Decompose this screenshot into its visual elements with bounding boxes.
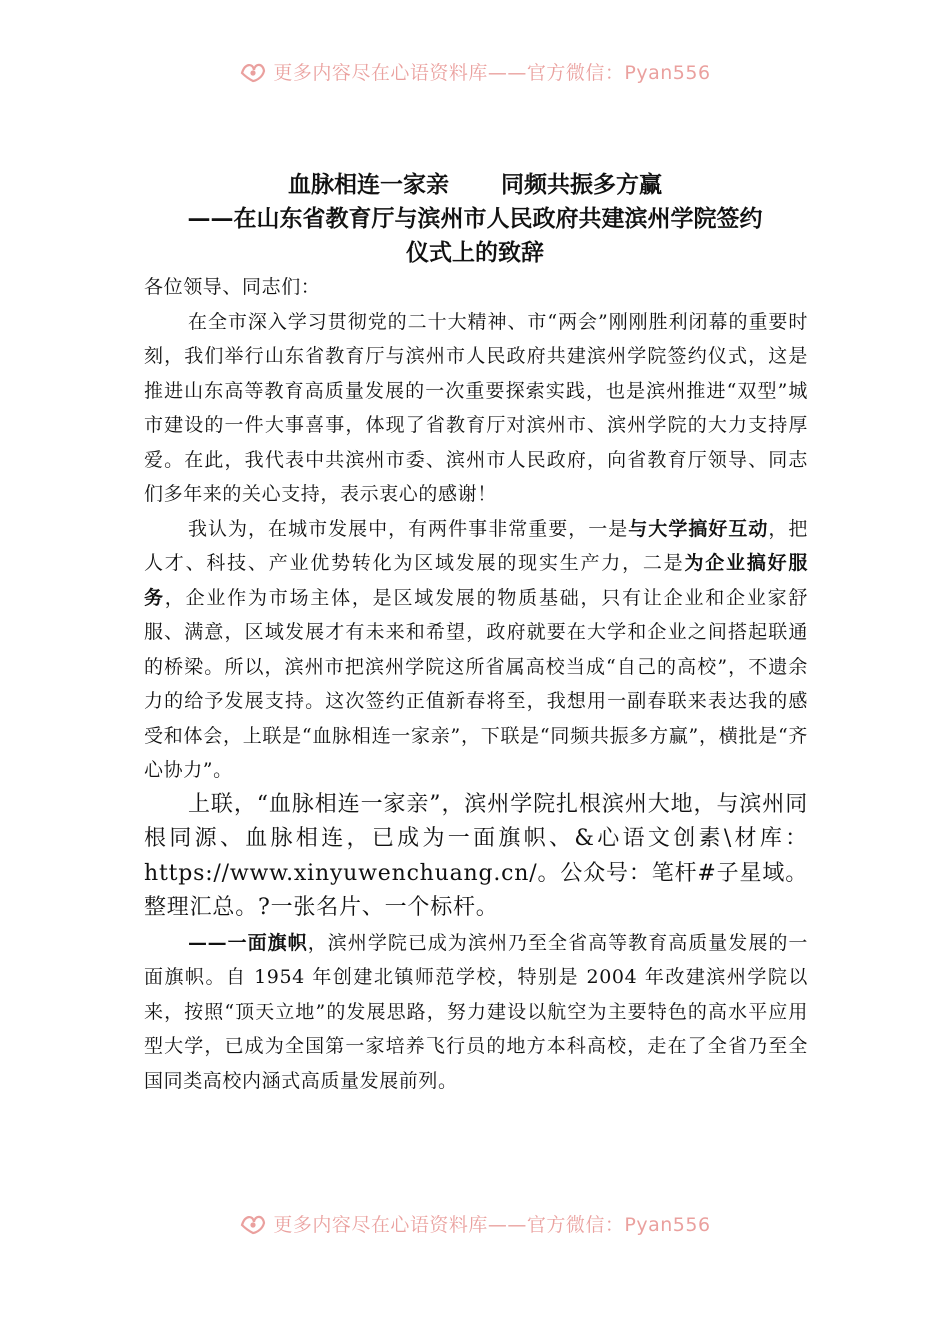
speech-body [144, 270, 808, 1098]
title-line-1 [120, 168, 830, 202]
paragraph-text: 我认为，在城市发展中，有两件事非常重要，一是 [188, 517, 629, 540]
paragraph-banner [144, 926, 808, 1099]
xinyu-logo-icon [239, 1211, 267, 1235]
paragraph-first-couplet: 上联，“血脉相连一家亲”，滨州学院扎根滨州大地，与滨州同根同源、血脉相连，已成为一面旗帜、&心语文创素\材库：https://www.xinyuwenchuang.cn/。公众号：笔杆#子星域。整理汇总。?一张名片、一个标杆。 [144, 791, 808, 920]
speech-title [120, 168, 830, 270]
emphasis-enterprise-service: 为企业搞好服务 [144, 552, 808, 609]
paragraph-text: ，把人才、科技、产业优势转化为区域发展的现实生产力，二是 [144, 517, 809, 574]
emphasis-university-interaction: 与大学搞好互动 [628, 517, 769, 540]
watermark-text: 更多内容尽在心语资料库——官方微信：Pyan556 [273, 61, 711, 84]
subtitle-line-1: ——在山东省教育厅与滨州市人民政府共建滨州学院签约 [187, 205, 763, 232]
watermark-header [0, 56, 950, 86]
title-couplet-second: 同频共振多方赢 [501, 171, 662, 198]
paragraph-text: ，企业作为市场主体，是区域发展的物质基础，只有让企业和企业家舒服、满意，区域发展才有未来和希望，政府就要在大学和企业之间搭起联通的桥梁。所以，滨州市把滨州学院这所省属高校当成“自己的高校”，不遗余力的给予发展支持。这次签约正值新春将至，我想用一副春联来表达我的感受和体会，上联是“血脉相连一家亲”，下联是“同频共振多方赢”，横批是“齐心协力”。 [144, 586, 808, 781]
watermark-text: 更多内容尽在心语资料库——官方微信：Pyan556 [273, 1213, 711, 1236]
paragraph-two-things [144, 512, 808, 788]
paragraph-text: ，滨州学院已成为滨州乃至全省高等教育高质量发展的一面旗帜。自 1954 年创建北镇师范学校，特别是 2004 年改建滨州学院以来，按照“顶天立地”的发展思路，努力建设以航空为主要特色的高水平应用型大学，已成为全国第一家培养飞行员的地方本科高校，走在了全省乃至全国同类高校内涵式高质量发展前列。 [144, 931, 808, 1092]
emphasis-banner-heading: ——一面旗帜 [188, 931, 308, 954]
paragraph-opening: 在全市深入学习贯彻党的二十大精神、市“两会”刚刚胜利闭幕的重要时刻，我们举行山东省教育厅与滨州市人民政府共建滨州学院签约仪式，这是推进山东高等教育高质量发展的一次重要探索实践，也是滨州推进“双型”城市建设的一件大事喜事，体现了省教育厅对滨州市、滨州学院的大力支持厚爱。在此，我代表中共滨州市委、滨州市人民政府，向省教育厅领导、同志们多年来的关心支持，表示衷心的感谢！ [144, 310, 808, 505]
salutation: 各位领导、同志们： [144, 276, 321, 298]
subtitle-line-2: 仪式上的致辞 [406, 239, 544, 266]
xinyu-logo-icon [239, 59, 267, 83]
title-couplet-first: 血脉相连一家亲 [288, 171, 449, 198]
watermark-footer [0, 1208, 950, 1238]
